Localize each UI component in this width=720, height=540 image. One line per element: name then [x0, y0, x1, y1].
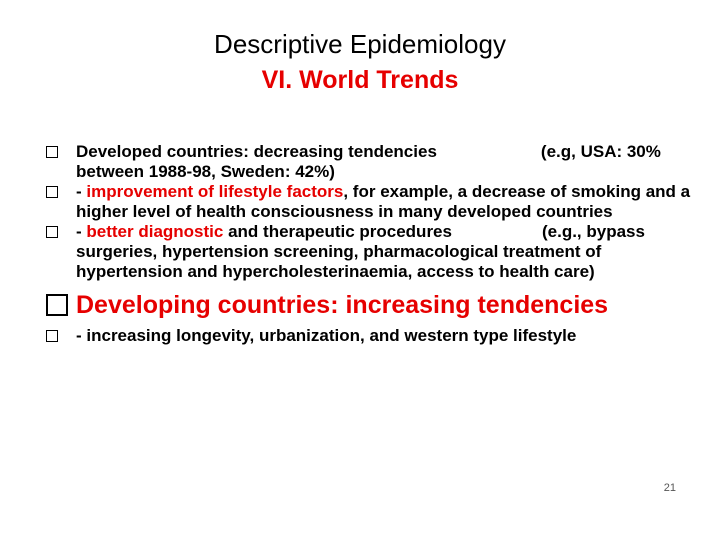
title-block	[0, 26, 720, 98]
bullet-developed	[46, 142, 696, 182]
bullet-list	[46, 142, 696, 346]
bullet-prefix: -	[76, 182, 87, 201]
page-number: 21	[663, 482, 676, 494]
bullet-lifestyle	[46, 182, 696, 222]
bullet-text: Developed countries: decreasing tendencies	[76, 142, 437, 161]
slide-title: Descriptive Epidemiology	[214, 29, 506, 59]
bullet-heading: Developing countries: increasing tendencies	[76, 291, 609, 319]
slide-subtitle: VI. World Trends	[261, 66, 459, 94]
bullet-longevity	[46, 326, 696, 346]
bullet-prefix: -	[76, 222, 87, 241]
bullet-text: , for example, a decrease of smoking and a higher level of health consciousness in many developed countries	[76, 182, 691, 221]
bullet-developing	[46, 290, 696, 320]
bullet-example: (e.g., bypass surgeries, hypertension screening, pharmacological treatment of hypertension and hypercholesterinaemia, access to health care)	[76, 222, 645, 281]
bullet-text: and therapeutic procedures	[223, 222, 452, 241]
bullet-highlight: better diagnostic	[86, 222, 224, 241]
bullet-highlight: improvement of lifestyle factors	[86, 182, 344, 201]
checkbox-bullet-icon	[46, 330, 58, 342]
bullet-example: (e.g, USA: 30% between 1988-98, Sweden: 42%)	[76, 142, 661, 181]
bullet-diagnostic	[46, 222, 696, 282]
checkbox-bullet-icon	[46, 294, 68, 316]
checkbox-bullet-icon	[46, 146, 58, 158]
checkbox-bullet-icon	[46, 186, 58, 198]
bullet-text: - increasing longevity, urbanization, and western type lifestyle	[76, 326, 577, 345]
checkbox-bullet-icon	[46, 226, 58, 238]
